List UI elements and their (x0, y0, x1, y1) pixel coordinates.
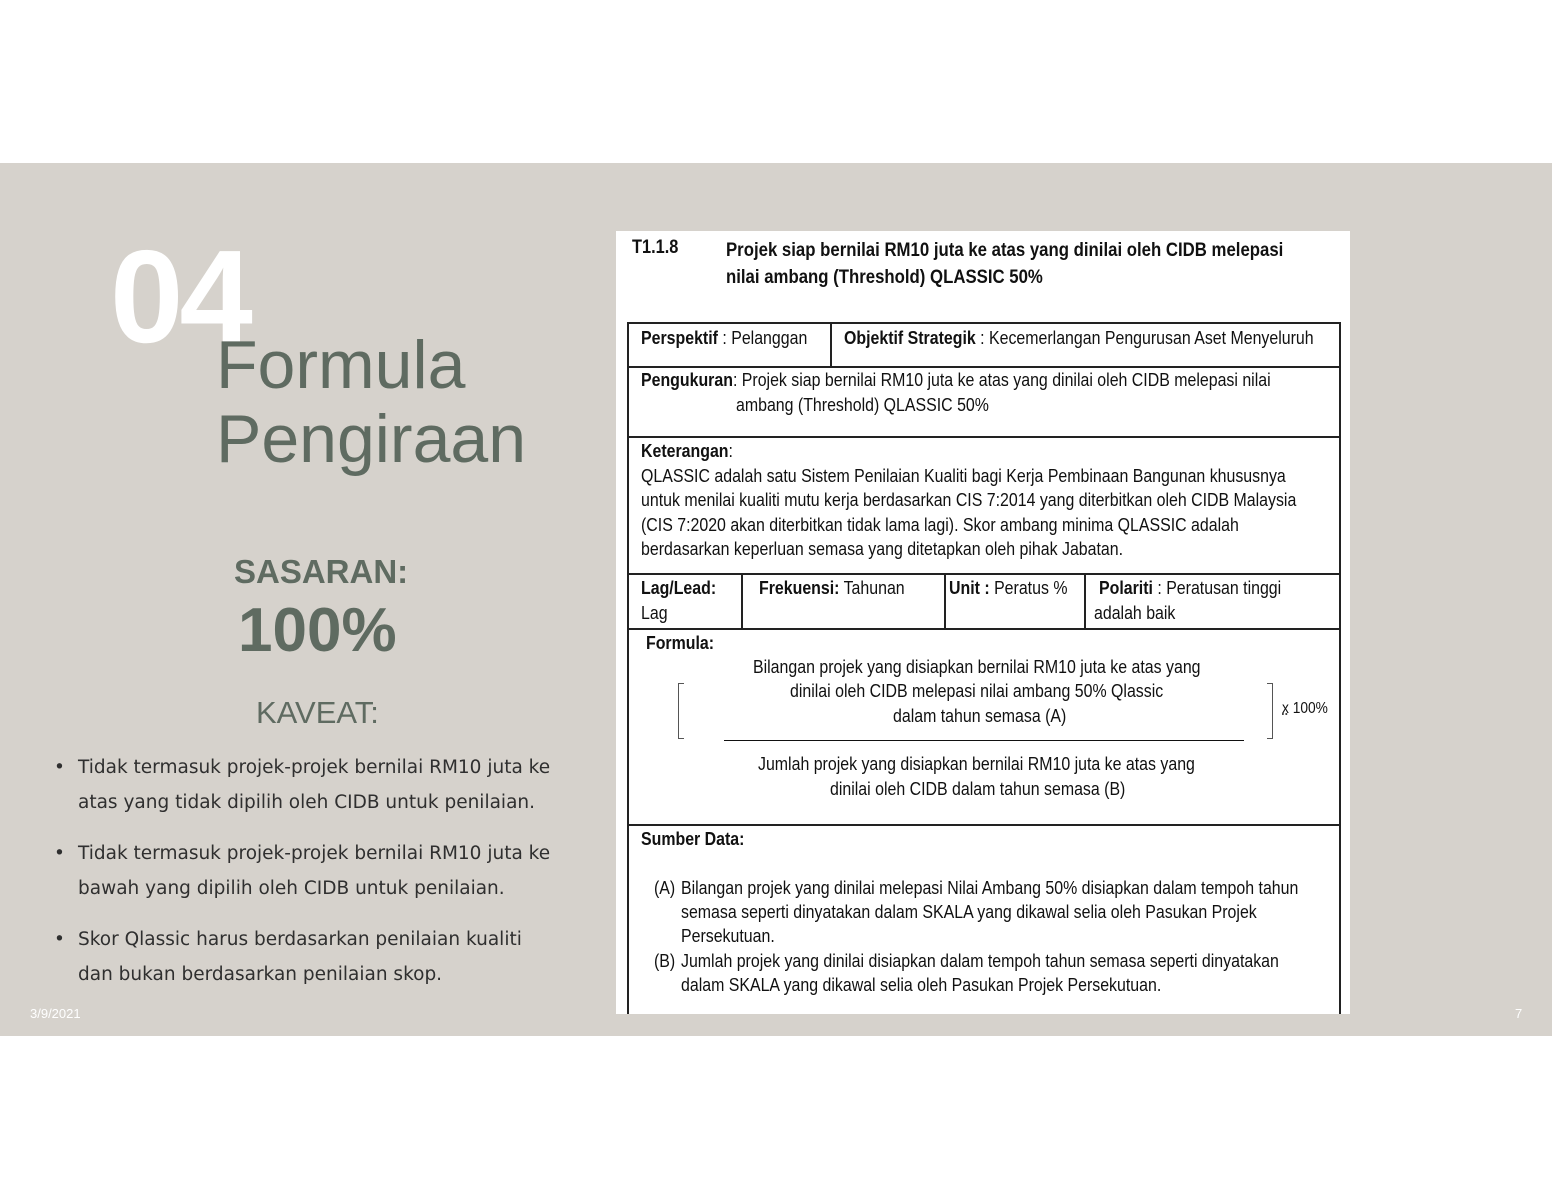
strategic-objective-cell: Objektif Strategik : Kecemerlangan Pengurusan Aset Menyeluruh (844, 327, 1314, 348)
description-line: (CIS 7:2020 akan diterbitkan tidak lama lagi). Skor ambang minima QLASSIC adalah (641, 514, 1239, 535)
right-bracket-icon (1267, 683, 1273, 739)
table-divider (944, 573, 946, 628)
kpi-heading-line: Projek siap bernilai RM10 juta ke atas yang dinilai oleh CIDB melepasi (726, 239, 1284, 261)
unit-cell: Unit : Peratus % (949, 577, 1068, 598)
slide-date: 3/9/2021 (30, 1006, 81, 1021)
data-source-b-prefix: (B) (654, 950, 676, 971)
perspective-cell: Perspektif : Pelanggan (641, 327, 808, 348)
table-border (629, 436, 1339, 438)
formula-numerator-line: Bilangan projek yang disiapkan bernilai RM10 juta ke atas yang (753, 656, 1201, 677)
left-bracket-icon (678, 683, 684, 739)
formula-numerator-line: dinilai oleh CIDB melepasi nilai ambang 50% Qlassic (790, 680, 1164, 701)
slide-title (216, 328, 526, 476)
table-divider (830, 322, 832, 366)
fraction-line (724, 740, 1244, 741)
kpi-code: T1.1.8 (632, 237, 679, 258)
caveat-line: dan bukan berdasarkan penilaian skop. (78, 964, 443, 985)
data-source-line: dalam SKALA yang dikawal selia oleh Pasukan Projek Persekutuan. (681, 974, 1162, 995)
data-source-line: Bilangan projek yang dinilai melepasi Nilai Ambang 50% disiapkan dalam tempoh tahun (681, 877, 1299, 898)
caveat-item (52, 750, 602, 820)
formula-numerator-line: dalam tahun semasa (A) (893, 705, 1067, 726)
table-border (629, 573, 1339, 575)
bullet-icon: • (54, 929, 65, 950)
table-divider (741, 573, 743, 628)
measurement-cell: Pengukuran: Projek siap bernilai RM10 juta ke atas yang dinilai oleh CIDB melepasi nilai (641, 369, 1271, 390)
data-source-a-prefix: (A) (654, 877, 676, 898)
table-border (629, 824, 1339, 826)
measurement-line2: ambang (Threshold) QLASSIC 50% (736, 394, 989, 415)
data-source-line: Persekutuan. (681, 925, 775, 946)
caveat-label: KAVEAT: (256, 695, 379, 730)
description-label: Keterangan: (641, 440, 733, 461)
caveat-list (52, 750, 602, 1008)
kpi-document-image (616, 231, 1350, 1014)
frequency-cell: Frekuensi: Tahunan (759, 577, 905, 598)
caveat-line: Tidak termasuk projek-projek bernilai RM10 juta ke (78, 843, 551, 864)
section-number: 04 (110, 223, 249, 370)
caveat-item (52, 836, 602, 906)
data-source-label: Sumber Data: (641, 828, 745, 849)
target-label: SASARAN: (234, 553, 409, 590)
table-divider (1084, 573, 1086, 628)
bullet-icon: • (54, 757, 65, 778)
polarity-line2: adalah baik (1094, 602, 1176, 623)
lag-lead-value: Lag (641, 602, 668, 623)
bullet-icon: • (54, 843, 65, 864)
lag-lead-label: Lag/Lead: (641, 577, 717, 598)
formula-denominator-line: dinilai oleh CIDB dalam tahun semasa (B) (830, 778, 1126, 799)
slide-page-number: 7 (1515, 1006, 1523, 1021)
caveat-line: bawah yang dipilih oleh CIDB untuk penilaian. (78, 878, 505, 899)
slide-panel (0, 163, 1552, 1036)
target-value: 100% (238, 596, 397, 665)
description-line: berdasarkan keperluan semasa yang ditetapkan oleh pihak Jabatan. (641, 538, 1124, 559)
table-border (629, 628, 1339, 630)
description-line: QLASSIC adalah satu Sistem Penilaian Kualiti bagi Kerja Pembinaan Bangunan khususnya (641, 465, 1286, 486)
data-source-line: Jumlah projek yang dinilai disiapkan dalam tempoh tahun semasa seperti dinyatakan (681, 950, 1279, 971)
description-line: untuk menilai kualiti mutu kerja berdasarkan CIS 7:2014 yang diterbitkan oleh CIDB Malaysia (641, 489, 1297, 510)
table-border (629, 322, 1339, 324)
data-source-line: semasa seperti dinyatakan dalam SKALA yang dikawal selia oleh Pasukan Projek (681, 901, 1257, 922)
caveat-item (52, 922, 602, 992)
formula-denominator-line: Jumlah projek yang disiapkan bernilai RM10 juta ke atas yang (758, 753, 1195, 774)
kpi-heading-line: nilai ambang (Threshold) QLASSIC 50% (726, 266, 1043, 288)
polarity-cell: Polariti : Peratusan tinggi (1099, 577, 1282, 598)
slide-title-line2: Pengiraan (216, 401, 527, 477)
caveat-line: Tidak termasuk projek-projek bernilai RM10 juta ke (78, 757, 551, 778)
formula-label: Formula: (646, 632, 715, 653)
caveat-line: atas yang tidak dipilih oleh CIDB untuk penilaian. (78, 792, 536, 813)
caveat-line: Skor Qlassic harus berdasarkan penilaian kualiti (78, 929, 522, 950)
kpi-heading (726, 237, 1337, 291)
kpi-table (627, 322, 1341, 1014)
slide-title-line1: Formula (216, 327, 466, 403)
multiplier: x 100% (1282, 700, 1328, 717)
